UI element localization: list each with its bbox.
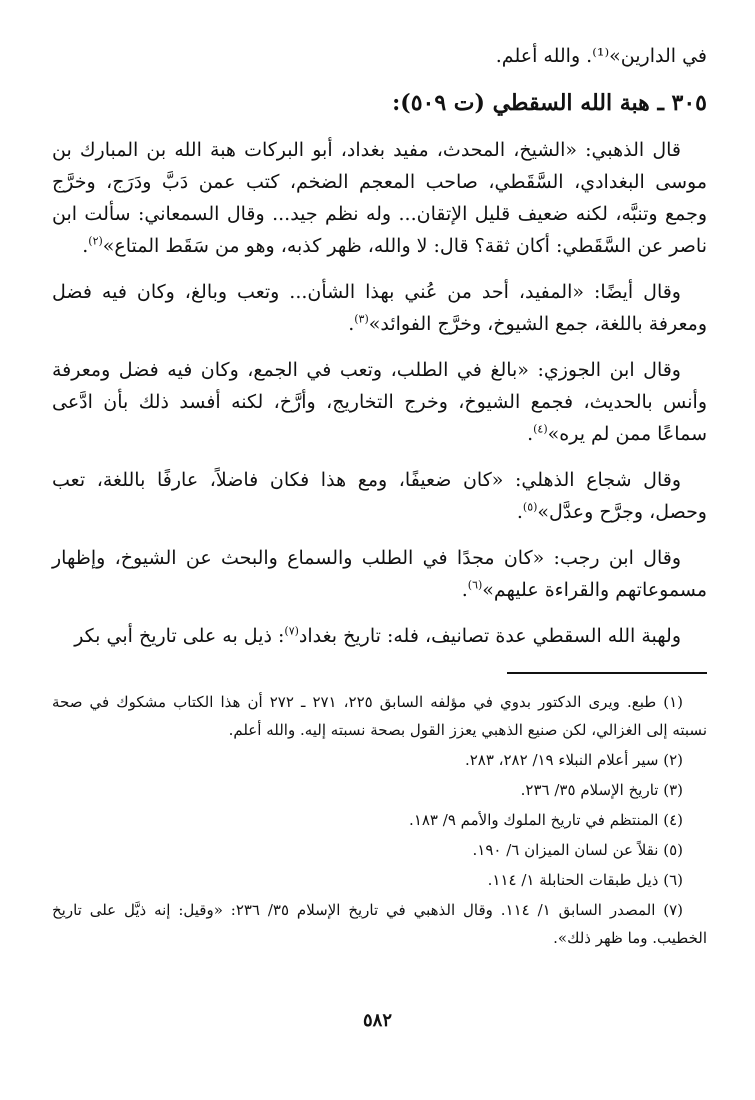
paragraph-3 <box>52 354 707 450</box>
footnote-ref[interactable]: (٧) <box>284 624 299 638</box>
paragraph-end: . <box>82 235 89 257</box>
footnote-6: (٦) ذيل طبقات الحنابلة ١/ ١١٤. <box>487 871 683 889</box>
footnote-ref[interactable]: (٥) <box>522 500 538 514</box>
footnote-1: (١) طبع. ويرى الدكتور بدوي في مؤلفه السابق ٢٢٥، ٢٧١ ـ ٢٧٢ أن هذا الكتاب مشكوك في صحة نسبته إلى الغزالي، لكن صنيع الذهبي يعزز القول بصحة نسبته إليه. والله أعلم. <box>52 693 707 739</box>
paragraph-1 <box>52 134 707 262</box>
paragraph-text: قال الذهبي: «الشيخ، المحدث، مفيد بغداد، أبو البركات هبة الله بن المبارك بن موسى البغدادي، السَّقَطي، صاحب المعجم الضخم، كتب عمن دَبَّ ودَرَج، وخرَّج وجمع وتنبَّه، لكنه ضعيف قليل الإتقان... وله نظم جيد... وقال السمعاني: سألت ابن ناصر عن السَّقَطي: أكان ثقة؟ قال: لا والله، ظهر كذبه، وهو من سَقَط المتاع» <box>52 139 707 257</box>
footnote-5: (٥) نقلاً عن لسان الميزان ٦/ ١٩٠. <box>472 841 683 859</box>
paragraph-5 <box>52 542 707 606</box>
paragraph-end: : ذيل به على تاريخ أبي بكر <box>74 625 285 647</box>
paragraph-end: . <box>348 313 355 335</box>
paragraph-end: . <box>516 501 523 523</box>
continuation-line: في الدارين»⁽¹⁾. والله أعلم. <box>495 45 707 67</box>
footnote-ref[interactable]: (٢) <box>88 234 103 248</box>
footnote-4: (٤) المنتظم في تاريخ الملوك والأمم ٩/ ١٨٣. <box>409 811 683 829</box>
page-number: ٥٨٢ <box>362 1010 392 1031</box>
paragraph-text: ولهبة الله السقطي عدة تصانيف، فله: تاريخ بغداد <box>298 625 681 647</box>
paragraph-text: وقال شجاع الذهلي: «كان ضعيفًا، ومع هذا فكان فاضلاً، عارفًا باللغة، تعب وحصل، وجرَّح وعدَّل» <box>52 469 707 523</box>
footnote-ref[interactable]: (٤) <box>533 422 548 436</box>
entry-heading: ٣٠٥ ـ هبة الله السقطي (ت ٥٠٩): <box>392 90 707 116</box>
footnote-3: (٣) تاريخ الإسلام ٣٥/ ٢٣٦. <box>520 781 683 799</box>
paragraph-text: وقال أيضًا: «المفيد، أحد من عُني بهذا الشأن... وتعب وبالغ، وكان فيه فضل ومعرفة باللغة، جمع الشيوخ، وخرَّج الفوائد» <box>52 281 707 335</box>
footnote-ref[interactable]: (٣) <box>354 312 369 326</box>
paragraph-2 <box>52 276 707 340</box>
footnote-ref[interactable]: (٦) <box>467 578 483 592</box>
paragraph-4 <box>52 464 707 528</box>
paragraph-end: . <box>461 579 468 601</box>
paragraph-text: وقال ابن الجوزي: «بالغ في الطلب، وتعب في الجمع، وكان فيه فضل ومعرفة وأنس بالحديث، فجمع الشيوخ، وخرج التخاريج، وأرَّخ، لكنه أفسد ذلك بأن ادَّعى سماعًا ممن لم يره» <box>52 359 707 445</box>
footnote-2: (٢) سير أعلام النبلاء ١٩/ ٢٨٢، ٢٨٣. <box>464 751 683 769</box>
page-body <box>52 40 707 1080</box>
paragraph-end: . <box>527 423 534 445</box>
footnote-7: (٧) المصدر السابق ١/ ١١٤. وقال الذهبي في تاريخ الإسلام ٣٥/ ٢٣٦: «وقيل: إنه ذيَّل على تاريخ الخطيب. وما ظهر ذلك». <box>52 901 707 947</box>
paragraph-6 <box>52 620 707 652</box>
paragraph-text: وقال ابن رجب: «كان مجدًا في الطلب والسماع والبحث عن الشيوخ، وإظهار مسموعاتهم والقراءة عليهم» <box>52 547 707 601</box>
footnote-separator <box>507 672 707 674</box>
